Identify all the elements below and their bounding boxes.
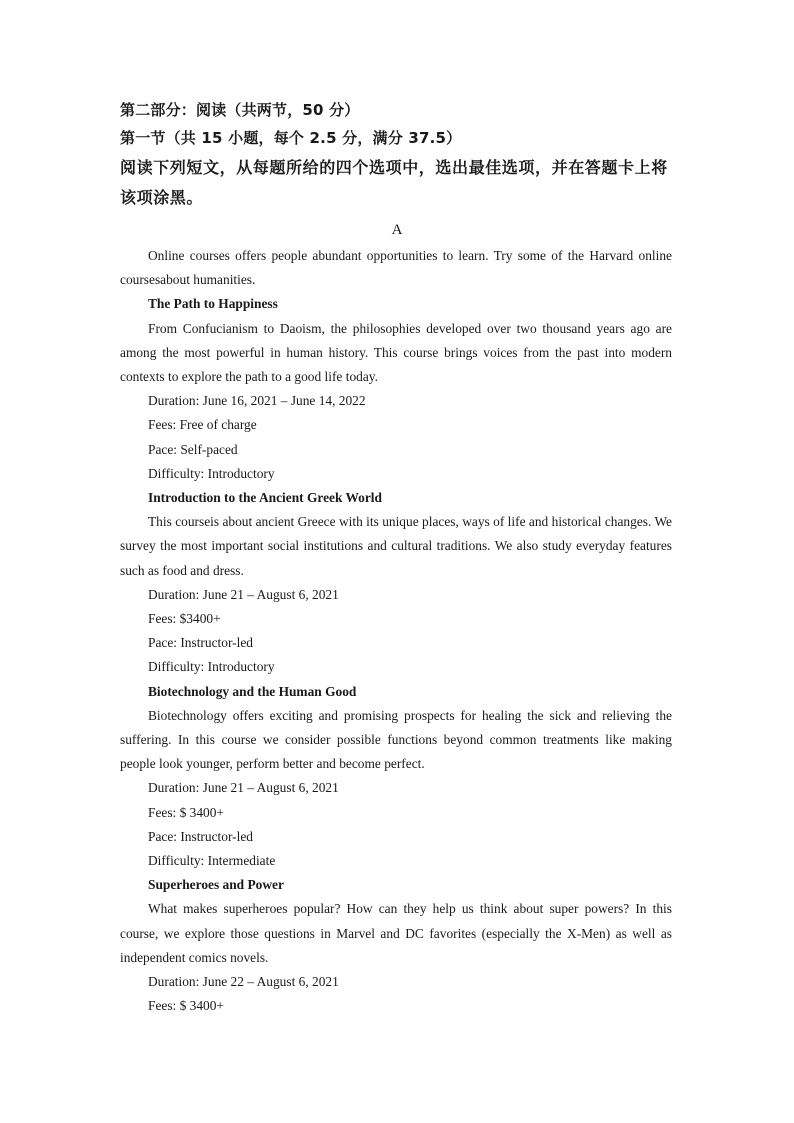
course-block xyxy=(120,292,672,486)
course-duration: Duration: June 21 – August 6, 2021 xyxy=(148,586,339,602)
course-difficulty: Difficulty: Introductory xyxy=(148,465,275,481)
course-pace: Pace: Instructor-led xyxy=(148,828,253,844)
instruction-text: 阅读下列短文，从每题所给的四个选项中，选出最佳选项，并在答题卡上将该项涂黑。 xyxy=(120,158,668,207)
intro-paragraph: Online courses offers people abundant opportunities to learn. Try some of the Harvard online coursesabout humanities. xyxy=(120,248,672,288)
course-duration: Duration: June 22 – August 6, 2021 xyxy=(148,974,339,990)
course-fees: Fees: Free of charge xyxy=(148,417,257,433)
passage-label: A xyxy=(391,222,403,238)
course-fees: Fees: $ 3400+ xyxy=(148,804,224,820)
course-description: This courseis about ancient Greece with its unique places, ways of life and historical changes. We survey the most important social institutions and cultural traditions. We also study everyday features such as food and dress. xyxy=(120,514,672,578)
course-difficulty: Difficulty: Intermediate xyxy=(148,853,276,869)
course-duration: Duration: June 21 – August 6, 2021 xyxy=(148,780,339,796)
course-title: The Path to Happiness xyxy=(148,296,278,312)
course-description: What makes superheroes popular? How can they help us think about super powers? In this course, we explore those questions in Marvel and DC favorites (especially the X-Men) as well as independent comics novels. xyxy=(120,901,672,965)
course-difficulty: Difficulty: Introductory xyxy=(148,659,275,675)
course-duration: Duration: June 16, 2021 – June 14, 2022 xyxy=(148,393,366,409)
course-description: Biotechnology offers exciting and promising prospects for healing the sick and relieving the suffering. In this course we consider possible functions beyond common treatments like making people look younger, perform better and become perfect. xyxy=(120,707,672,772)
course-block xyxy=(120,680,672,874)
course-pace: Pace: Instructor-led xyxy=(148,635,253,651)
course-title: Superheroes and Power xyxy=(148,877,284,893)
course-block xyxy=(120,873,672,1018)
course-block xyxy=(120,486,672,680)
course-pace: Pace: Self-paced xyxy=(148,441,238,457)
course-fees: Fees: $ 3400+ xyxy=(148,998,224,1014)
section-header xyxy=(120,96,680,213)
course-title: Introduction to the Ancient Greek World xyxy=(148,490,382,506)
passage-body xyxy=(120,244,672,1019)
section-title: 第二部分：阅读（共两节，50 分） xyxy=(120,101,360,119)
subsection-title: 第一节（共 15 小题，每个 2.5 分，满分 37.5） xyxy=(120,129,462,147)
course-description: From Confucianism to Daoism, the philosophies developed over two thousand years ago are among the most powerful in human history. This course brings voices from the past into modern contexts to explore the path to a good life today. xyxy=(120,320,672,385)
course-title: Biotechnology and the Human Good xyxy=(148,683,357,699)
course-fees: Fees: $3400+ xyxy=(148,611,221,627)
